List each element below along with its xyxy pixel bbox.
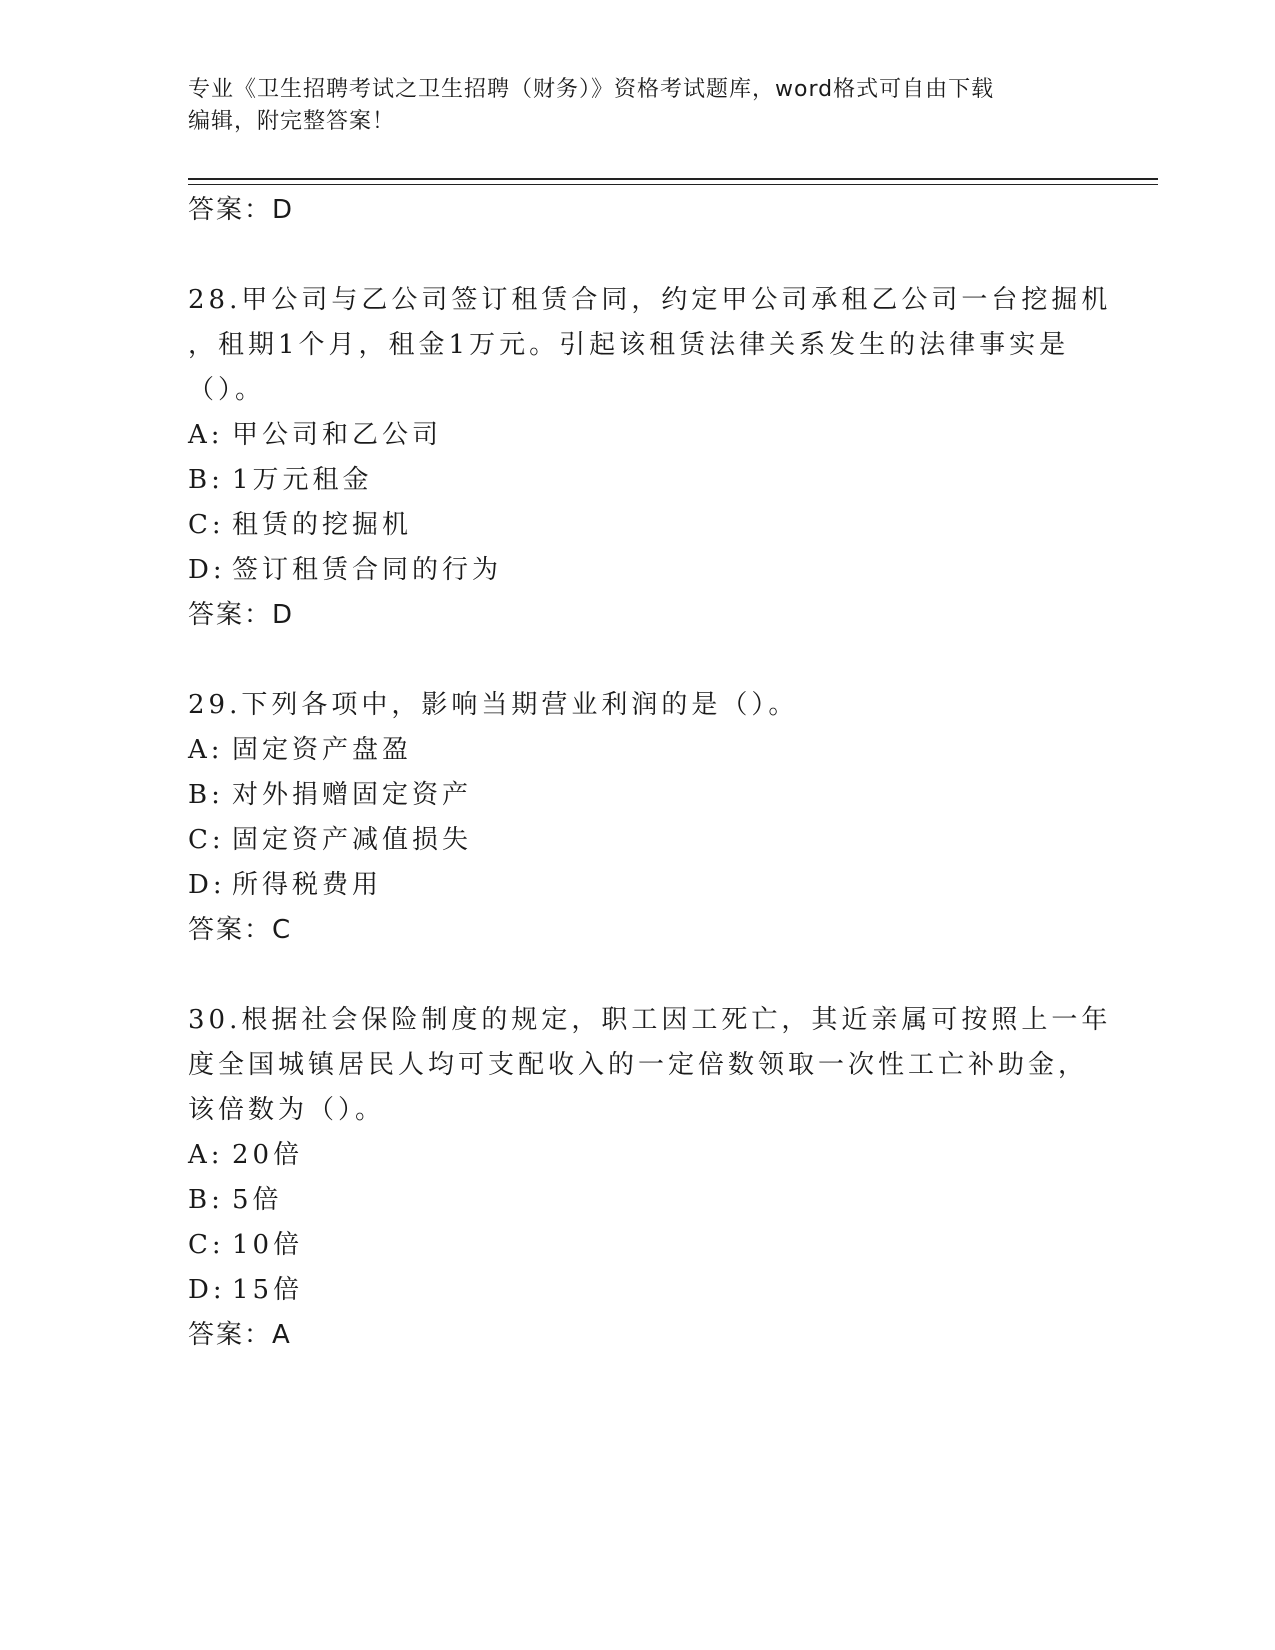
option-text: 固定资产盘盈 (232, 735, 413, 765)
question-text-line: 30.根据社会保险制度的规定，职工因工死亡，其近亲属可按照上一年 (188, 1005, 1112, 1035)
question-text-line: 29.下列各项中，影响当期营业利润的是（）。 (188, 690, 799, 720)
option-text: 租赁的挖掘机 (232, 510, 413, 540)
option-a (188, 413, 1088, 458)
option-letter: C: (188, 1230, 225, 1260)
answer-line: 答案：C (188, 915, 293, 945)
question-text-line: （）。 (188, 375, 266, 405)
option-text: 15倍 (232, 1275, 304, 1305)
option-letter: A: (188, 1140, 224, 1170)
option-c (188, 818, 1088, 863)
option-d (188, 1268, 1088, 1313)
answer-line: 答案：A (188, 1320, 292, 1350)
option-letter: C: (188, 825, 225, 855)
option-letter: B: (188, 465, 224, 495)
question-28 (188, 278, 1112, 638)
answer-line: 答案：D (188, 600, 295, 630)
option-c (188, 503, 1088, 548)
option-text: 1万元租金 (232, 465, 373, 495)
option-text: 20倍 (232, 1140, 304, 1170)
question-30 (188, 998, 1112, 1358)
option-text: 固定资产减值损失 (232, 825, 473, 855)
question-29 (188, 683, 1088, 953)
option-letter: D: (188, 555, 226, 585)
question-text-line: 度全国城镇居民人均可支配收入的一定倍数领取一次性工亡补助金， (188, 1050, 1089, 1080)
option-b (188, 458, 1088, 503)
option-text: 所得税费用 (232, 870, 383, 900)
question-list (188, 188, 1112, 1358)
answer-line: 答案：D (188, 195, 295, 225)
option-c (188, 1223, 1088, 1268)
option-a (188, 728, 1088, 773)
header-line-2: 编辑，附完整答案！ (188, 109, 396, 134)
option-text: 10倍 (232, 1230, 304, 1260)
option-text: 甲公司和乙公司 (232, 420, 443, 450)
option-letter: D: (188, 870, 226, 900)
option-d (188, 548, 1088, 593)
option-letter: B: (188, 780, 224, 810)
option-text: 5倍 (232, 1185, 283, 1215)
header-divider (188, 178, 1158, 185)
option-b (188, 1178, 1088, 1223)
option-letter: C: (188, 510, 225, 540)
option-d (188, 863, 1088, 908)
option-text: 签订租赁合同的行为 (232, 555, 503, 585)
question-text-line: 28.甲公司与乙公司签订租赁合同，约定甲公司承租乙公司一台挖掘机 (188, 285, 1112, 315)
document-header (188, 74, 1078, 138)
option-letter: D: (188, 1275, 226, 1305)
option-text: 对外捐赠固定资产 (232, 780, 473, 810)
question-text-line: ，租期1个月，租金1万元。引起该租赁法律关系发生的法律事实是 (188, 330, 1070, 360)
question-text-line: 该倍数为（）。 (188, 1095, 386, 1125)
option-a (188, 1133, 1088, 1178)
option-letter: B: (188, 1185, 224, 1215)
option-letter: A: (188, 420, 224, 450)
option-letter: A: (188, 735, 224, 765)
option-b (188, 773, 1088, 818)
header-line-1: 专业《卫生招聘考试之卫生招聘（财务）》资格考试题库，word格式可自由下载 (188, 77, 995, 102)
